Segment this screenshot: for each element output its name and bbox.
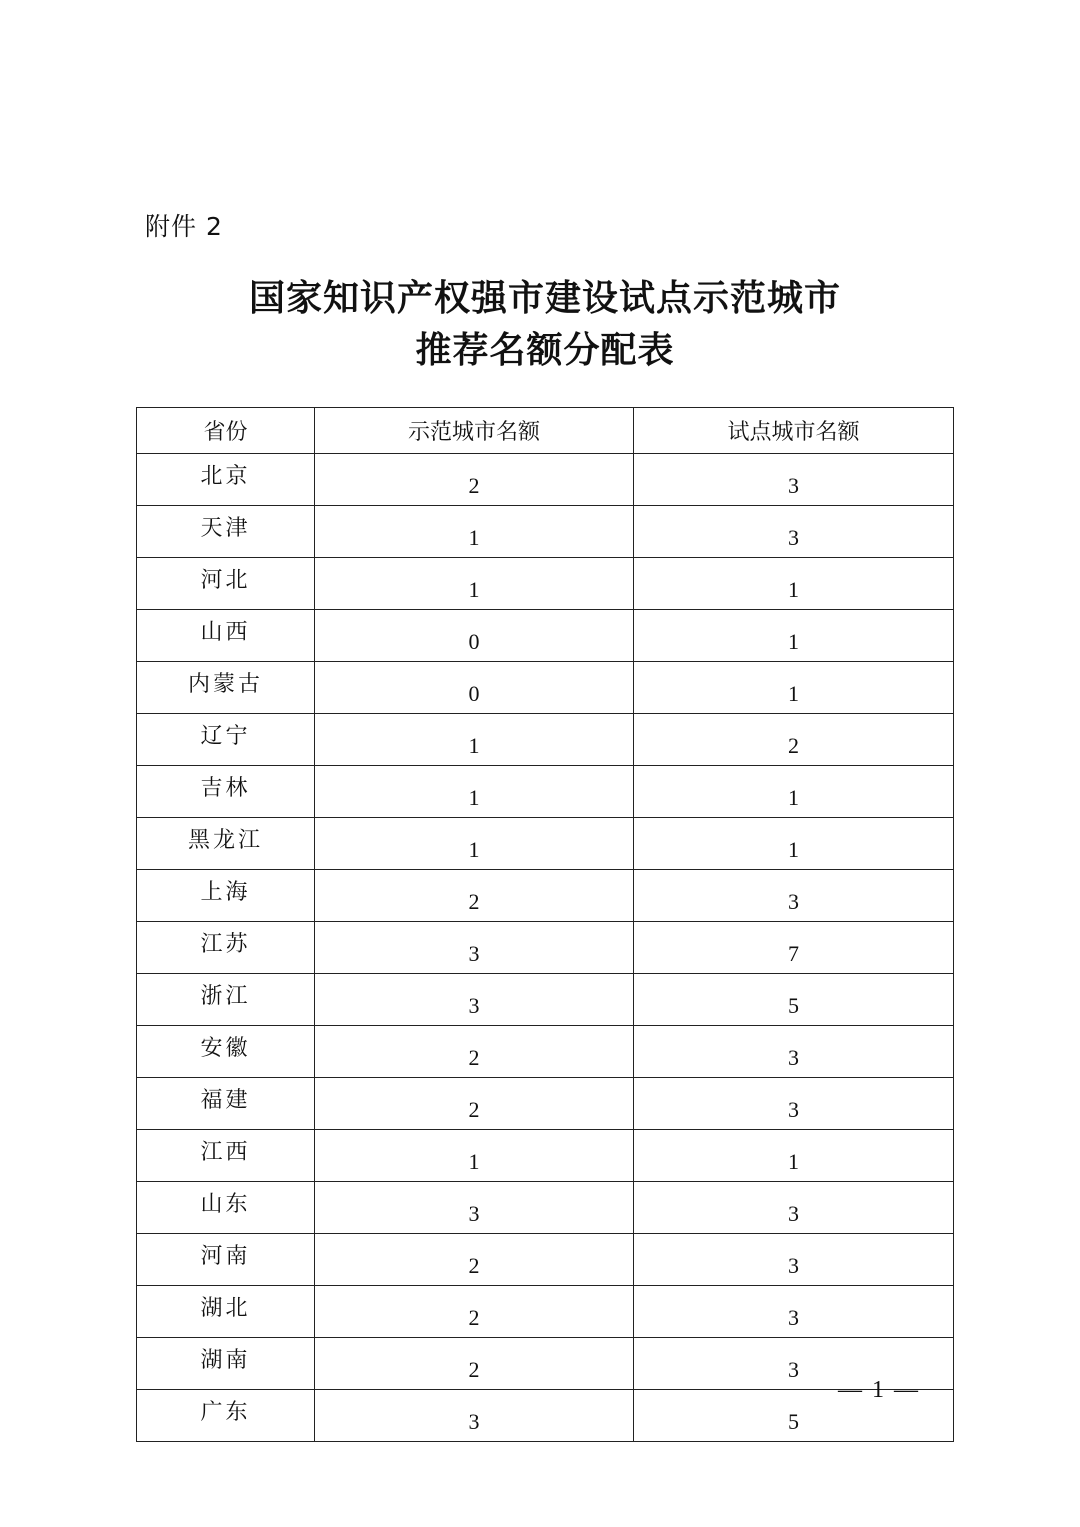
province-cell: 湖北 <box>137 1286 315 1338</box>
demo-quota-cell: 3 <box>315 1390 634 1442</box>
pilot-quota-cell: 1 <box>634 610 954 662</box>
province-cell: 江西 <box>137 1130 315 1182</box>
demo-quota-cell: 2 <box>315 1338 634 1390</box>
demo-quota-cell: 1 <box>315 714 634 766</box>
table-row <box>137 1234 954 1286</box>
demo-quota-cell: 0 <box>315 662 634 714</box>
pilot-quota-cell: 1 <box>634 818 954 870</box>
quota-table <box>136 407 954 1442</box>
pilot-quota-cell: 3 <box>634 1234 954 1286</box>
demo-quota-cell: 1 <box>315 506 634 558</box>
table-row <box>137 1182 954 1234</box>
table-row <box>137 662 954 714</box>
pilot-quota-cell: 7 <box>634 922 954 974</box>
demo-quota-cell: 2 <box>315 1234 634 1286</box>
province-cell: 广东 <box>137 1390 315 1442</box>
pilot-quota-cell: 3 <box>634 1286 954 1338</box>
province-cell: 天津 <box>137 506 315 558</box>
pilot-quota-cell: 1 <box>634 662 954 714</box>
province-cell: 湖南 <box>137 1338 315 1390</box>
demo-quota-cell: 1 <box>315 818 634 870</box>
table-row <box>137 1286 954 1338</box>
demo-quota-cell: 1 <box>315 766 634 818</box>
table-row <box>137 1338 954 1390</box>
demo-quota-cell: 1 <box>315 1130 634 1182</box>
pilot-quota-cell: 3 <box>634 506 954 558</box>
pilot-quota-cell: 3 <box>634 1338 954 1390</box>
demo-quota-cell: 2 <box>315 454 634 506</box>
province-cell: 黑龙江 <box>137 818 315 870</box>
header-province: 省份 <box>137 408 315 454</box>
pilot-quota-cell: 3 <box>634 454 954 506</box>
province-cell: 吉林 <box>137 766 315 818</box>
table-row <box>137 922 954 974</box>
title-line-1: 国家知识产权强市建设试点示范城市 <box>248 277 841 319</box>
province-cell: 河北 <box>137 558 315 610</box>
province-cell: 福建 <box>137 1078 315 1130</box>
pilot-quota-cell: 5 <box>634 974 954 1026</box>
demo-quota-cell: 3 <box>315 1182 634 1234</box>
header-demo-quota: 示范城市名额 <box>315 408 634 454</box>
table-row <box>137 506 954 558</box>
pilot-quota-cell: 3 <box>634 870 954 922</box>
header-pilot-quota: 试点城市名额 <box>634 408 954 454</box>
pilot-quota-cell: 3 <box>634 1078 954 1130</box>
table-row <box>137 1026 954 1078</box>
demo-quota-cell: 0 <box>315 610 634 662</box>
attachment-label: 附件 2 <box>145 212 223 241</box>
province-cell: 安徽 <box>137 1026 315 1078</box>
pilot-quota-cell: 1 <box>634 766 954 818</box>
pilot-quota-cell: 2 <box>634 714 954 766</box>
table-row <box>137 610 954 662</box>
table-row <box>137 558 954 610</box>
province-cell: 河南 <box>137 1234 315 1286</box>
table-row <box>137 454 954 506</box>
demo-quota-cell: 3 <box>315 922 634 974</box>
demo-quota-cell: 2 <box>315 870 634 922</box>
pilot-quota-cell: 3 <box>634 1026 954 1078</box>
table-row <box>137 1078 954 1130</box>
table-row <box>137 870 954 922</box>
page-number: — 1 — <box>838 1377 920 1403</box>
table-row <box>137 818 954 870</box>
title-line-2: 推荐名额分配表 <box>415 329 675 371</box>
province-cell: 山西 <box>137 610 315 662</box>
table-row <box>137 1390 954 1442</box>
table-row <box>137 766 954 818</box>
demo-quota-cell: 2 <box>315 1286 634 1338</box>
province-cell: 浙江 <box>137 974 315 1026</box>
table-row <box>137 714 954 766</box>
table-row <box>137 974 954 1026</box>
pilot-quota-cell: 3 <box>634 1182 954 1234</box>
pilot-quota-cell: 5 <box>634 1390 954 1442</box>
table-row <box>137 1130 954 1182</box>
province-cell: 辽宁 <box>137 714 315 766</box>
pilot-quota-cell: 1 <box>634 1130 954 1182</box>
table-header-row <box>137 408 954 454</box>
demo-quota-cell: 3 <box>315 974 634 1026</box>
province-cell: 山东 <box>137 1182 315 1234</box>
province-cell: 江苏 <box>137 922 315 974</box>
province-cell: 北京 <box>137 454 315 506</box>
demo-quota-cell: 2 <box>315 1026 634 1078</box>
province-cell: 上海 <box>137 870 315 922</box>
demo-quota-cell: 1 <box>315 558 634 610</box>
province-cell: 内蒙古 <box>137 662 315 714</box>
demo-quota-cell: 2 <box>315 1078 634 1130</box>
pilot-quota-cell: 1 <box>634 558 954 610</box>
table-body <box>137 454 954 1442</box>
document-title <box>0 272 1080 376</box>
